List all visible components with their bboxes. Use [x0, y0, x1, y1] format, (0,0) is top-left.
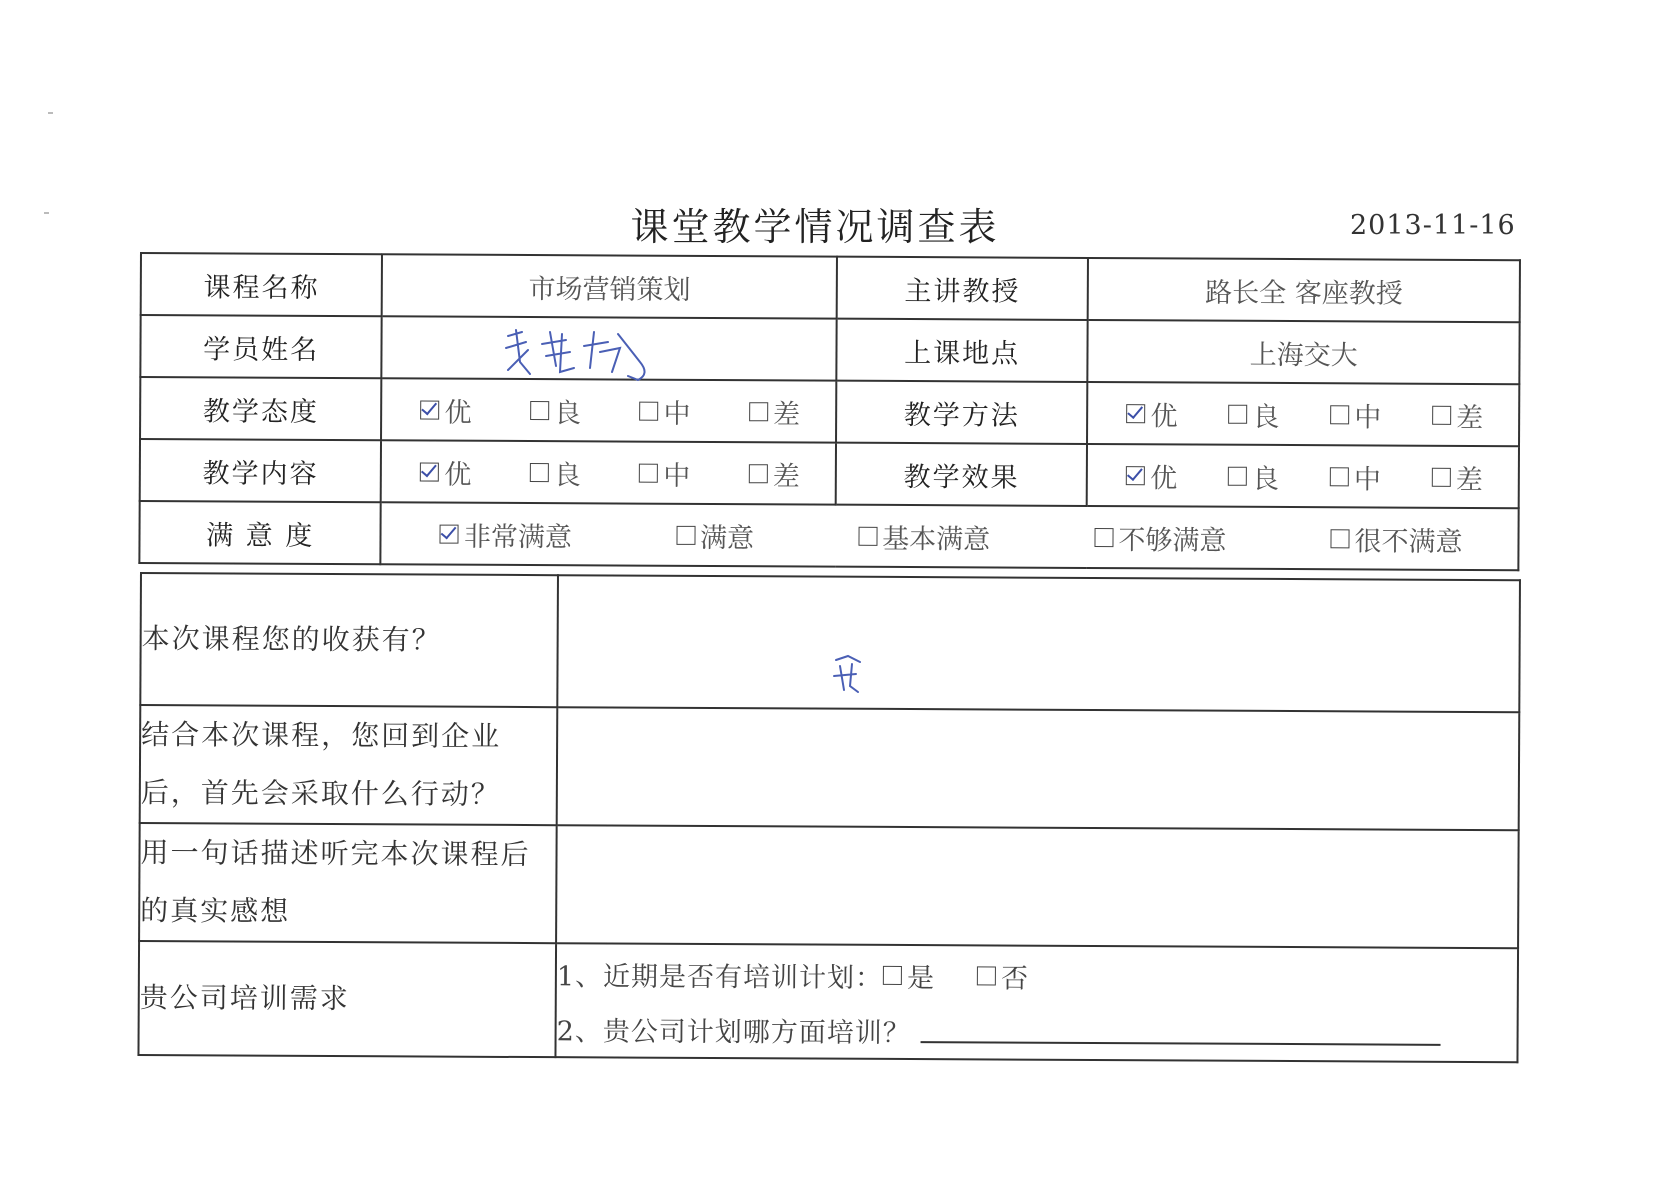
feeling-row: [139, 823, 1519, 948]
feeling-question: 用一句话描述听完本次课程后的真实感想: [139, 823, 557, 943]
method-option-label: 差: [1456, 402, 1484, 434]
satisfaction-option-label: 很不满意: [1354, 525, 1463, 558]
content-option-label: 中: [663, 460, 691, 492]
checked-checkbox-icon[interactable]: [421, 400, 440, 419]
satisfaction-options: [382, 514, 1518, 559]
content-option-label: 差: [772, 460, 800, 492]
attitude-option-label: 良: [554, 397, 582, 429]
content-option[interactable]: [639, 453, 690, 492]
checkbox-icon[interactable]: [640, 401, 659, 420]
effect-options: [1088, 455, 1518, 496]
checkbox-icon[interactable]: [530, 401, 549, 420]
content-row: [140, 439, 1519, 508]
satisfaction-option[interactable]: [858, 516, 990, 556]
action-answer[interactable]: [557, 707, 1520, 830]
attitude-row: [140, 377, 1519, 446]
checkbox-icon[interactable]: [1330, 529, 1349, 548]
checkbox-icon[interactable]: [1432, 467, 1451, 486]
effect-option[interactable]: [1330, 457, 1381, 496]
attitude-option[interactable]: [749, 392, 800, 431]
needs-q2: 2、贵公司计划哪方面培训？: [556, 1015, 911, 1049]
satisfaction-option-label: 基本满意: [882, 523, 991, 555]
satisfaction-option-label: 非常满意: [463, 521, 573, 553]
content-option[interactable]: [749, 454, 800, 493]
effect-option-label: 差: [1455, 464, 1483, 496]
needs-answer: [555, 943, 1518, 1062]
effect-option[interactable]: [1432, 457, 1483, 496]
course-value: 市场营销策划: [382, 254, 837, 318]
satisfaction-label: 满 意 度: [139, 501, 381, 564]
satisfaction-option[interactable]: [676, 515, 754, 554]
lecturer-label: 主讲教授: [837, 257, 1089, 320]
satisfaction-option[interactable]: [1330, 519, 1462, 559]
gain-question: 本次课程您的收获有？: [140, 573, 558, 707]
checkbox-icon[interactable]: [639, 463, 658, 482]
lecturer-value: 路长全 客座教授: [1088, 258, 1520, 322]
method-option[interactable]: [1126, 394, 1177, 433]
effect-option[interactable]: [1126, 456, 1177, 495]
method-option[interactable]: [1432, 395, 1483, 434]
satisfaction-option-label: 不够满意: [1118, 524, 1227, 557]
checkbox-icon[interactable]: [858, 526, 877, 545]
effect-option[interactable]: [1228, 456, 1279, 495]
satisfaction-row: [139, 501, 1518, 570]
method-options: [1088, 393, 1518, 434]
method-option-label: 良: [1252, 401, 1280, 433]
attitude-option[interactable]: [421, 390, 472, 429]
ink-scribble: [830, 652, 870, 696]
method-option[interactable]: [1330, 395, 1381, 434]
survey-date: 2013-11-16: [1350, 210, 1516, 241]
effect-option-label: 良: [1251, 463, 1280, 495]
effect-option-label: 优: [1150, 462, 1178, 494]
feedback-table: [137, 572, 1521, 1063]
needs-q2-blank[interactable]: [921, 1017, 1441, 1046]
student-label: 学员姓名: [140, 315, 382, 378]
content-option[interactable]: [420, 452, 471, 491]
location-label: 上课地点: [836, 319, 1088, 382]
attitude-label: 教学态度: [140, 377, 382, 440]
method-option-label: 中: [1354, 401, 1382, 434]
satisfaction-option[interactable]: [1094, 518, 1226, 558]
needs-no-option[interactable]: 否: [977, 956, 1029, 995]
content-option-label: 优: [444, 459, 472, 491]
checkbox-icon[interactable]: [1228, 404, 1247, 423]
checked-checkbox-icon[interactable]: [1126, 404, 1145, 423]
method-option[interactable]: [1228, 394, 1279, 433]
method-option-label: 优: [1150, 400, 1178, 432]
scan-speck: [44, 212, 49, 214]
needs-row: [138, 941, 1518, 1062]
content-option[interactable]: [530, 453, 581, 492]
needs-yes-option[interactable]: 是: [883, 955, 935, 994]
student-row: [140, 315, 1519, 384]
course-row: [141, 253, 1520, 322]
satisfaction-option[interactable]: [440, 514, 572, 554]
checkbox-icon[interactable]: [1330, 467, 1349, 486]
gain-answer[interactable]: [557, 575, 1520, 712]
effect-option-label: 中: [1353, 463, 1382, 496]
satisfaction-option-label: 满意: [700, 522, 755, 554]
checked-checkbox-icon[interactable]: [440, 524, 459, 543]
effect-label: 教学效果: [836, 443, 1088, 506]
attitude-option[interactable]: [640, 391, 691, 430]
handwritten-signature: [500, 322, 680, 382]
checkbox-icon[interactable]: [749, 402, 768, 421]
checkbox-icon[interactable]: [749, 464, 768, 483]
method-label: 教学方法: [836, 381, 1088, 444]
checkbox-icon[interactable]: [883, 965, 902, 984]
checkbox-icon[interactable]: [1228, 466, 1247, 485]
attitude-option-label: 差: [773, 398, 801, 430]
checkbox-icon[interactable]: [1432, 405, 1451, 424]
needs-question: 贵公司培训需求: [138, 941, 556, 1057]
course-label: 课程名称: [141, 253, 383, 316]
attitude-option-label: 优: [444, 397, 472, 429]
rating-table: [138, 252, 1521, 571]
checkbox-icon[interactable]: [530, 463, 549, 482]
content-option-label: 良: [553, 459, 581, 491]
feeling-answer[interactable]: [556, 825, 1519, 948]
content-options: [382, 452, 835, 493]
checkbox-icon[interactable]: [977, 966, 996, 985]
location-value: 上海交大: [1088, 320, 1520, 384]
attitude-options: [383, 390, 836, 431]
action-question: 结合本次课程，您回到企业后，首先会采取什么行动？: [140, 705, 558, 825]
content-label: 教学内容: [140, 439, 382, 502]
checked-checkbox-icon[interactable]: [1126, 466, 1145, 485]
attitude-option[interactable]: [530, 391, 581, 430]
attitude-option-label: 中: [663, 398, 691, 430]
action-row: [140, 705, 1520, 830]
needs-q1: 1、近期是否有培训计划：: [556, 960, 884, 994]
checked-checkbox-icon[interactable]: [420, 462, 439, 481]
page-title: 课堂教学情况调查表: [630, 205, 1000, 249]
checkbox-icon[interactable]: [1094, 528, 1113, 547]
scan-speck: [48, 112, 53, 114]
checkbox-icon[interactable]: [676, 525, 695, 544]
checkbox-icon[interactable]: [1330, 405, 1349, 424]
